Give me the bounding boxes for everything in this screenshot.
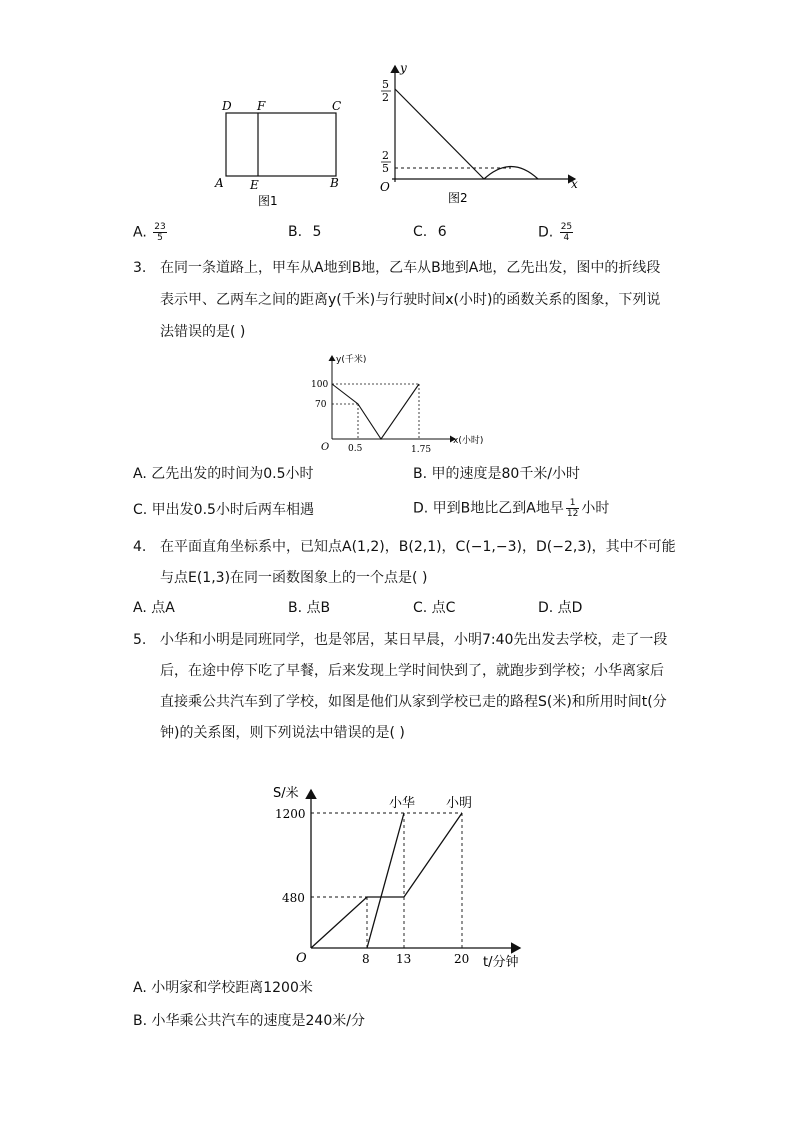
q5-option-b[interactable]: B. 小华乘公共汽车的速度是240米/分 <box>133 1013 365 1029</box>
q3-ytick-100: 100 <box>311 380 329 390</box>
q3-x-label: x(小时) <box>453 436 484 446</box>
q2-option-a[interactable] <box>133 222 169 243</box>
fig2-x-label: x <box>571 177 578 191</box>
q4-option-c[interactable]: C. 点C <box>413 600 456 616</box>
q5-stem-line4: 钟)的关系图，则下列说法中错误的是( ) <box>160 725 405 741</box>
q3-stem-line2: 表示甲、乙两车之间的距离y(千米)与行驶时间x(小时)的函数关系的图象，下列说 <box>160 292 661 308</box>
q5-x-label: t/分钟 <box>483 955 519 970</box>
label-b: B <box>330 176 339 190</box>
q2-option-a-fraction: $\frac{23}{5}$ <box>154 222 166 243</box>
q3-number: 3. <box>133 260 147 276</box>
q5-stem-line1: 小华和小明是同班同学，也是邻居，某日早晨，小明7:40先出发去学校，走了一段 <box>160 632 668 648</box>
q5-xtick-13: 13 <box>396 952 412 966</box>
label-a: A <box>215 176 224 190</box>
fig1-caption: 图1 <box>258 194 278 208</box>
q3-distance-line <box>332 384 419 439</box>
q2-option-a-letter: A. <box>133 224 147 241</box>
q5-stem-line3: 直接乘公共汽车到了学校，如图是他们从家到学校已走的路程S(米)和所用时间t(分 <box>160 694 667 710</box>
q5-ytick-1200: 1200 <box>275 807 306 821</box>
q3-option-a[interactable]: A. 乙先出发的时间为0.5小时 <box>133 466 314 482</box>
q2-option-d[interactable] <box>538 222 575 243</box>
q2-option-b-value: 5 <box>312 224 322 240</box>
q3-origin: O <box>321 442 330 453</box>
q2-fig2 <box>370 58 590 208</box>
label-d: D <box>222 99 232 113</box>
q5-y-label: S/米 <box>273 786 299 801</box>
q3-stem-line1: 在同一条道路上，甲车从A地到B地，乙车从B地到A地，乙先出发，图中的折线段 <box>160 260 661 276</box>
q2-option-c-value: 6 <box>437 224 447 240</box>
q2-option-d-letter: D. <box>538 224 554 241</box>
q3-stem-line3: 法错误的是( ) <box>160 324 246 340</box>
fig2-descending-line <box>395 89 484 179</box>
fig2-caption: 图2 <box>448 191 468 205</box>
q5-number: 5. <box>133 632 147 648</box>
q2-option-b[interactable] <box>288 222 321 242</box>
q5-stem-line2: 后，在途中停下吃了早餐，后来发现上学时间快到了，就跑步到学校；小华离家后 <box>160 663 664 679</box>
label-e: E <box>250 178 259 192</box>
q5-ytick-480: 480 <box>282 891 305 905</box>
q5-series-label-xiaoming: 小明 <box>446 796 473 811</box>
q5-xtick-8: 8 <box>362 952 370 966</box>
q4-option-d[interactable]: D. 点D <box>538 600 583 616</box>
q4-number: 4. <box>133 539 147 555</box>
q3-option-d-post: 小时 <box>581 500 610 517</box>
q5-option-a[interactable]: A. 小明家和学校距离1200米 <box>133 980 313 996</box>
label-c: C <box>332 99 342 113</box>
rect-abcd <box>226 113 336 176</box>
fig2-ytop-den: 2 <box>382 91 389 104</box>
q3-chart <box>305 352 495 457</box>
q2-fig1 <box>210 95 350 210</box>
q3-option-d[interactable] <box>413 498 609 519</box>
q3-option-d-fraction: $\frac{1}{12}$ <box>566 498 579 519</box>
q4-option-b[interactable]: B. 点B <box>288 600 331 616</box>
label-f: F <box>257 99 266 113</box>
fig2-ylow-num: 2 <box>382 149 389 162</box>
q3-xtick-05: 0.5 <box>348 444 363 454</box>
fig2-ylow-den: 5 <box>382 162 389 175</box>
q2-option-c-letter: C. <box>413 224 428 240</box>
q3-option-c[interactable]: C. 甲出发0.5小时后两车相遇 <box>133 502 314 518</box>
q4-stem-line1: 在平面直角坐标系中，已知点A(1,2)，B(2,1)，C(−1,−3)，D(−2,3)，其中不可能 <box>160 539 676 555</box>
q5-chart <box>265 780 535 975</box>
q2-option-c[interactable] <box>413 222 447 242</box>
q4-stem-line2: 与点E(1,3)在同一函数图象上的一个点是( ) <box>160 570 428 586</box>
q2-option-d-fraction: $\frac{25}{4}$ <box>560 222 573 243</box>
q4-option-a[interactable]: A. 点A <box>133 600 175 616</box>
q5-xtick-20: 20 <box>454 952 470 966</box>
q5-xiaoming-line <box>311 813 462 948</box>
q5-origin: O <box>296 951 307 966</box>
q3-y-label: y(千米) <box>336 355 367 365</box>
q3-option-b[interactable]: B. 甲的速度是80千米/小时 <box>413 466 581 482</box>
q5-xiaohua-line <box>367 813 404 948</box>
q3-ytick-70: 70 <box>315 400 327 410</box>
fig2-ytop-num: 5 <box>382 78 389 91</box>
q3-xtick-175: 1.75 <box>411 445 432 455</box>
fig2-y-label: y <box>400 61 407 75</box>
fig2-origin: O <box>380 180 390 194</box>
q2-option-b-letter: B. <box>288 224 303 240</box>
q3-option-d-pre: D. 甲到B地比乙到A地早 <box>413 500 564 517</box>
q5-series-label-xiaohua: 小华 <box>389 796 416 811</box>
